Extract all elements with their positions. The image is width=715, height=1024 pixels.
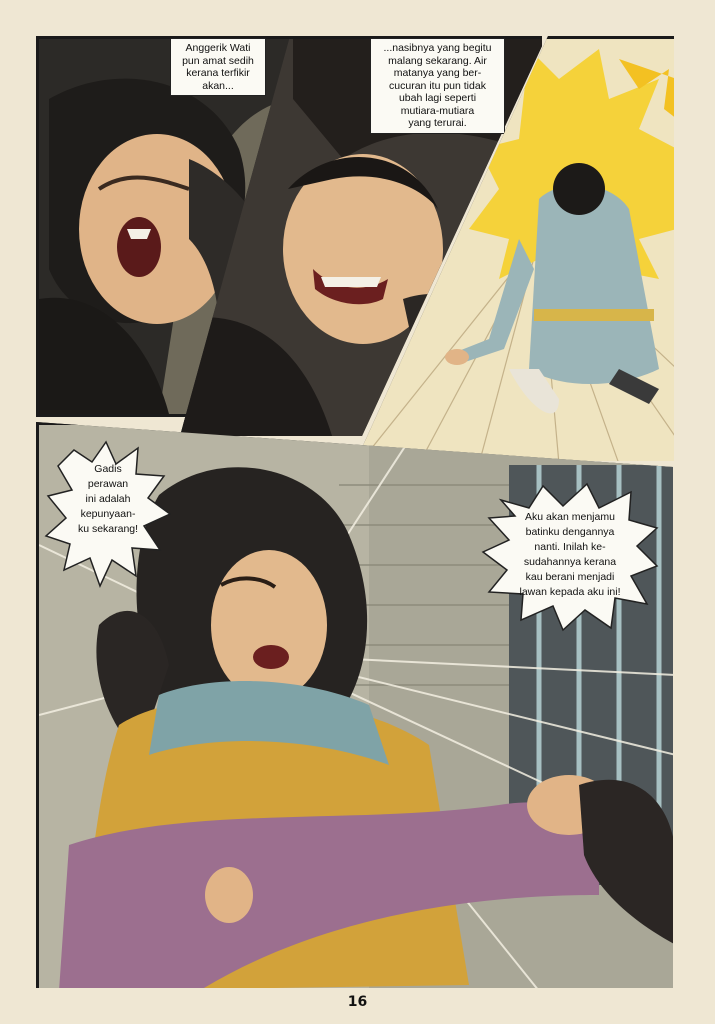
speech-right-text: Aku akan menjamu batinku dengannya nanti. Inilah ke- sudahannya kerana kau berani menjadi lawan kepada aku ini! (519, 511, 621, 598)
speech-left-text: Gadis perawan ini adalah kepunyaan- ku sekarang! (77, 463, 139, 535)
page-number: 16 (347, 994, 368, 1010)
panel-1-caption: Anggerik Wati pun amat sedih kerana terfikir akan... (170, 38, 266, 96)
panel-2-caption: ...nasibnya yang begitu malang sekarang. Air matanya yang ber- cucuran itu pun tidak ubah lagi seperti mutiara-mutiara yang terurai. (370, 38, 505, 134)
